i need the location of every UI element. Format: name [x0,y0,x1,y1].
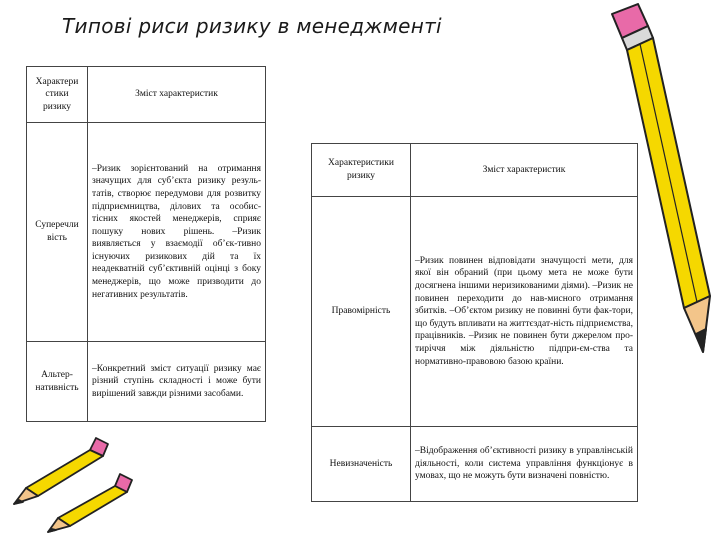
row-content-cell: –Конкретний зміст ситуації ризику має різний ступінь складності і може бути вирішений завжди різними засобами. [88,342,266,422]
row-name-cell: Правомірність [312,197,411,427]
row-content-cell: –Ризик зорієнтований на отримання значущих для суб’єкта ризику резуль-татів, створює передумови для розвитку підприємництва, ділових та особис-тісних якостей менеджерів, сприяє пошуку нових рішень. –Ризик виявляється у взаємодії об’єк-тивно існуючих ризикових дій та їх неадекватній суб’єктивній оцінці з боку менеджерів, що може призводити до негативних результатів. [88,123,266,342]
row-name-cell: Невизначеність [312,427,411,502]
pencil-small-bottom-group [48,474,132,532]
table-row [27,342,266,422]
header-characteristics-cell: Характери стики ризику [27,67,88,123]
pencil-lead [696,329,706,352]
table-row [27,123,266,342]
row-name-cell: Альтер-нативність [27,342,88,422]
pencil-lead [14,500,23,504]
row-content-cell: –Ризик повинен відповідати значущості мети, для якої він обраний (при цьому мета не може бути досягнена іншими неризикованими діями). –Ризик не повинен переходити до нав-мисного отримання збитків. –Об’єктом ризику не повинні бути фак-тори, що будуть впливати на життєздат-ність підприємства, працівників. –Ризик не повинен бути джерелом про-тиріччя між діяльністю підпри-єм-ства та нормативно-правовою базою країни. [411,197,638,427]
pencil-icon-large [560,0,720,400]
pencil-large-group [612,4,710,352]
row-content-cell: –Відображення об’єктивності ризику в управлінській діяльності, коли система управління функціонує в умовах, що не можуть бути визначені повністю. [411,427,638,502]
pencil-icon-small-bottom [40,470,140,536]
page-title: Типові риси ризику в менеджменті [62,14,442,38]
row-name-cell: Суперечли вість [27,123,88,342]
pencil-body [58,486,127,526]
table-row [312,427,638,502]
header-content-cell: Зміст характеристик [88,67,266,123]
left-characteristics-table [26,66,266,422]
header-characteristics-cell: Характеристики ризику [312,144,411,197]
table-header-row [27,67,266,123]
pencil-edge-line [640,44,697,302]
header-content-cell: Зміст характеристик [411,144,638,197]
